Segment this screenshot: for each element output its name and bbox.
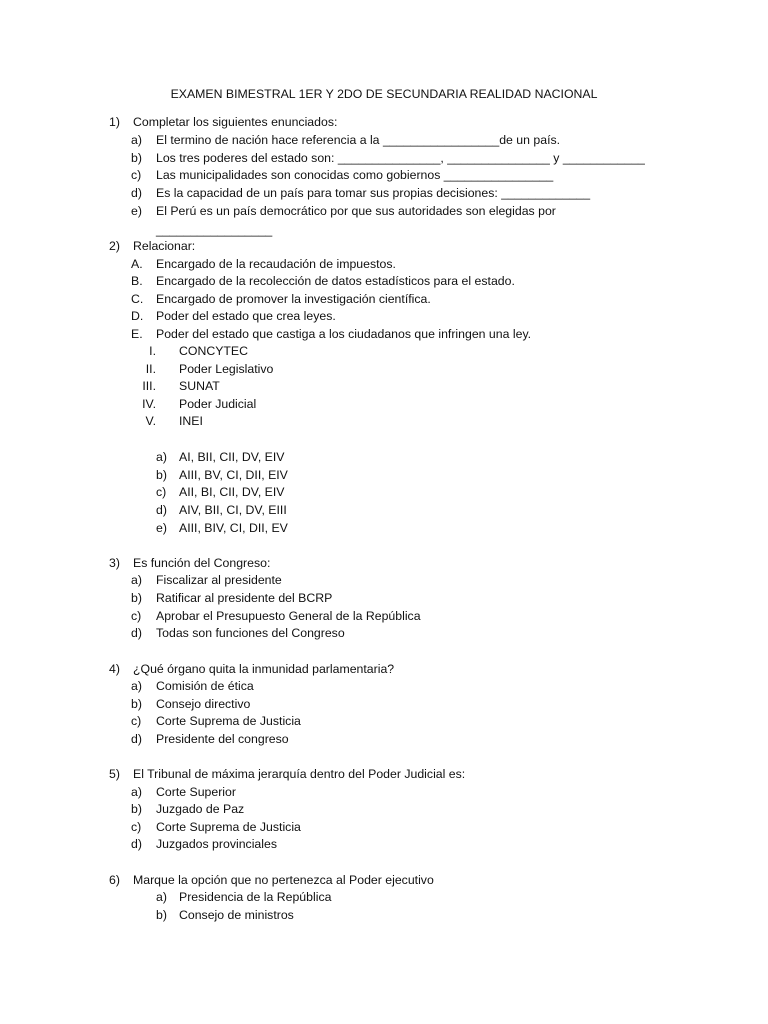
- option-text: Los tres poderes del estado son: _______________, _______________ y ____________: [156, 151, 645, 165]
- answer-text: AII, BI, CII, DV, EIV: [179, 485, 285, 499]
- item-text: Encargado de la recaudación de impuestos.: [156, 257, 396, 271]
- option-text: Todas son funciones del Congreso: [156, 626, 345, 640]
- item-letter: E.: [131, 327, 143, 341]
- option-letter: d): [131, 837, 142, 851]
- option-letter: a): [131, 133, 142, 147]
- option-letter: a): [131, 679, 142, 693]
- roman-item-text: INEI: [179, 414, 203, 428]
- answer-letter: b): [156, 468, 167, 482]
- option-letter: a): [131, 785, 142, 799]
- option-letter: b): [131, 697, 142, 711]
- question-text: Es función del Congreso:: [133, 556, 271, 570]
- option-letter: d): [131, 186, 142, 200]
- item-text: Encargado de la recolección de datos estadísticos para el estado.: [156, 274, 515, 288]
- roman-numeral: II.: [145, 362, 156, 376]
- question-number: 1): [109, 115, 120, 129]
- option-text: El termino de nación hace referencia a la _________________de un país.: [156, 133, 561, 147]
- item-letter: B.: [131, 274, 143, 288]
- option-text: Corte Suprema de Justicia: [156, 714, 301, 728]
- option-text: Presidencia de la República: [179, 890, 332, 904]
- question-number: 6): [109, 873, 120, 887]
- option-text: Fiscalizar al presidente: [156, 573, 282, 587]
- answer-letter: a): [156, 450, 167, 464]
- question-number: 5): [109, 767, 120, 781]
- answer-text: AIV, BII, CI, DV, EIII: [179, 503, 287, 517]
- item-text: Poder del estado que crea leyes.: [156, 309, 336, 323]
- option-text: Presidente del congreso: [156, 732, 289, 746]
- answer-text: AI, BII, CII, DV, EIV: [179, 450, 285, 464]
- option-letter: a): [156, 890, 167, 904]
- option-text: Ratificar al presidente del BCRP: [156, 591, 333, 605]
- answer-blank: _________________: [156, 223, 273, 237]
- answer-letter: d): [156, 503, 167, 517]
- option-text: Es la capacidad de un país para tomar sus propias decisiones: _____________: [156, 186, 591, 200]
- question-text: El Tribunal de máxima jerarquía dentro del Poder Judicial es:: [133, 767, 466, 781]
- option-letter: b): [131, 591, 142, 605]
- item-text: Poder del estado que castiga a los ciudadanos que infringen una ley.: [156, 327, 532, 341]
- question-number: 4): [109, 662, 120, 676]
- item-letter: C.: [131, 292, 144, 306]
- option-letter: d): [131, 732, 142, 746]
- question-text: Relacionar:: [133, 239, 196, 253]
- option-letter: a): [131, 573, 142, 587]
- option-letter: c): [131, 609, 142, 623]
- option-letter: b): [156, 908, 167, 922]
- roman-item-text: Poder Judicial: [179, 397, 257, 411]
- option-letter: c): [131, 168, 142, 182]
- option-text: El Perú es un país democrático por que sus autoridades son elegidas por: [156, 204, 556, 218]
- roman-item-text: CONCYTEC: [179, 344, 249, 358]
- option-letter: c): [131, 714, 142, 728]
- option-text: Juzgado de Paz: [156, 802, 245, 816]
- option-letter: d): [131, 626, 142, 640]
- item-text: Encargado de promover la investigación científica.: [156, 292, 431, 306]
- answer-text: AIII, BV, CI, DII, EIV: [179, 468, 288, 482]
- item-letter: D.: [131, 309, 144, 323]
- option-text: Aprobar el Presupuesto General de la República: [156, 609, 421, 623]
- answer-text: AIII, BIV, CI, DII, EV: [179, 521, 288, 535]
- option-letter: e): [131, 204, 142, 218]
- roman-numeral: I.: [149, 344, 156, 358]
- option-text: Consejo de ministros: [179, 908, 294, 922]
- roman-numeral: III.: [142, 379, 156, 393]
- option-text: Comisión de ética: [156, 679, 254, 693]
- roman-item-text: SUNAT: [179, 379, 220, 393]
- question-number: 2): [109, 239, 120, 253]
- roman-numeral: V.: [145, 414, 156, 428]
- option-text: Corte Superior: [156, 785, 236, 799]
- answer-letter: c): [156, 485, 167, 499]
- question-text: Completar los siguientes enunciados:: [133, 115, 338, 129]
- question-number: 3): [109, 556, 120, 570]
- roman-item-text: Poder Legislativo: [179, 362, 274, 376]
- option-letter: c): [131, 820, 142, 834]
- question-text: ¿Qué órgano quita la inmunidad parlamentaria?: [133, 662, 395, 676]
- option-text: Juzgados provinciales: [156, 837, 277, 851]
- question-text: Marque la opción que no pertenezca al Poder ejecutivo: [133, 873, 434, 887]
- roman-numeral: IV.: [142, 397, 156, 411]
- item-letter: A.: [131, 257, 143, 271]
- option-text: Corte Suprema de Justicia: [156, 820, 301, 834]
- option-text: Las municipalidades son conocidas como gobiernos ________________: [156, 168, 554, 182]
- exam-title: EXAMEN BIMESTRAL 1ER Y 2DO DE SECUNDARIA REALIDAD NACIONAL: [170, 87, 598, 101]
- option-letter: b): [131, 151, 142, 165]
- option-text: Consejo directivo: [156, 697, 251, 711]
- option-letter: b): [131, 802, 142, 816]
- answer-letter: e): [156, 521, 167, 535]
